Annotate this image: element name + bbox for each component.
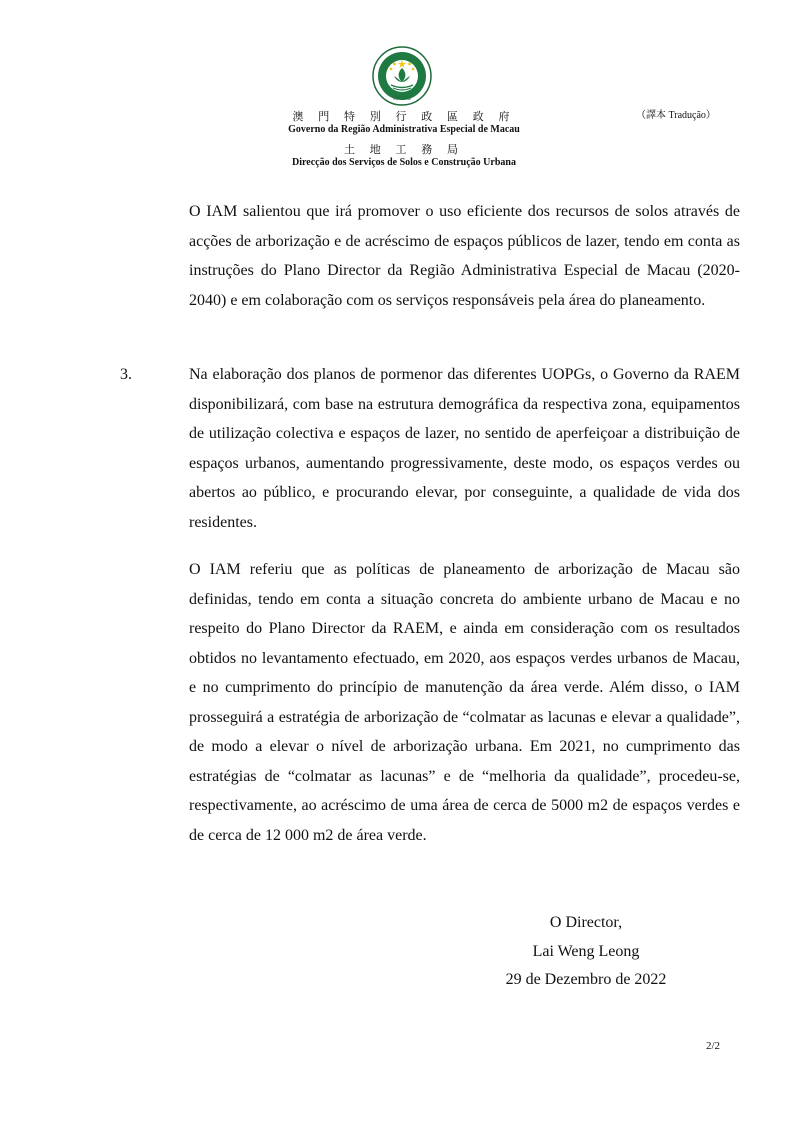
signature-name: Lai Weng Leong	[532, 943, 640, 960]
emblem-text: MACAU	[392, 96, 412, 102]
department-name-chinese: 土 地 工 務 局	[344, 144, 464, 156]
government-name-portuguese: Governo da Região Administrativa Especial de Macau	[288, 124, 520, 135]
department-name-portuguese: Direcção dos Serviços de Solos e Construção Urbana	[292, 157, 516, 168]
signature-date: 29 de Dezembro de 2022	[505, 971, 667, 988]
government-name-chinese: 澳 門 特 別 行 政 區 政 府	[292, 111, 516, 123]
macau-emblem-icon	[372, 46, 432, 106]
paragraph-uopg-planning: Na elaboração dos planos de pormenor das diferentes UOPGs, o Governo da RAEM disponibilizará, com base na estrutura demográfica da respectiva zona, equipamentos de utilização colectiva e espaços de lazer, no sentido de aperfeiçoar a distribuição de espaços urbanos, aumentando progressivamente, deste modo, os espaços verdes ou abertos ao público, e procurando elevar, por conseguinte, a qualidade de vida dos residentes.	[189, 366, 740, 531]
signature-title: O Director,	[549, 914, 623, 931]
paragraph-iam-efficient-land-use: O IAM salientou que irá promover o uso eficiente dos recursos de solos através de acções de arborização e de acréscimo de espaços públicos de lazer, tendo em conta as instruções do Plano Director da Região Administrativa Especial de Macau (2020-2040) e em colaboração com os serviços responsáveis pela área do planeamento.	[189, 203, 740, 309]
paragraph-iam-arborization-policy: O IAM referiu que as políticas de planeamento de arborização de Macau são definidas, tendo em conta a situação concreta do ambiente urbano de Macau e no respeito do Plano Director da RAEM, e ainda em consideração com os resultados obtidos no levantamento efectuado, em 2020, aos espaços verdes urbanos de Macau, e no cumprimento do princípio de manutenção da área verde. Além disso, o IAM prosseguirá a estratégia de arborização de “colmatar as lacunas e elevar a qualidade”, de modo a elevar o nível de arborização urbana. Em 2021, no cumprimento das estratégias de “colmatar as lacunas” e de “melhoria da qualidade”, procedeu-se, respectivamente, ao acréscimo de uma área de cerca de 5000 m2 de espaços verdes e de cerca de 12 000 m2 de área verde.	[189, 561, 740, 844]
translation-note: （譯本 Tradução）	[636, 110, 716, 121]
item-number: 3.	[120, 366, 132, 383]
page-number: 2/2	[706, 1040, 721, 1052]
